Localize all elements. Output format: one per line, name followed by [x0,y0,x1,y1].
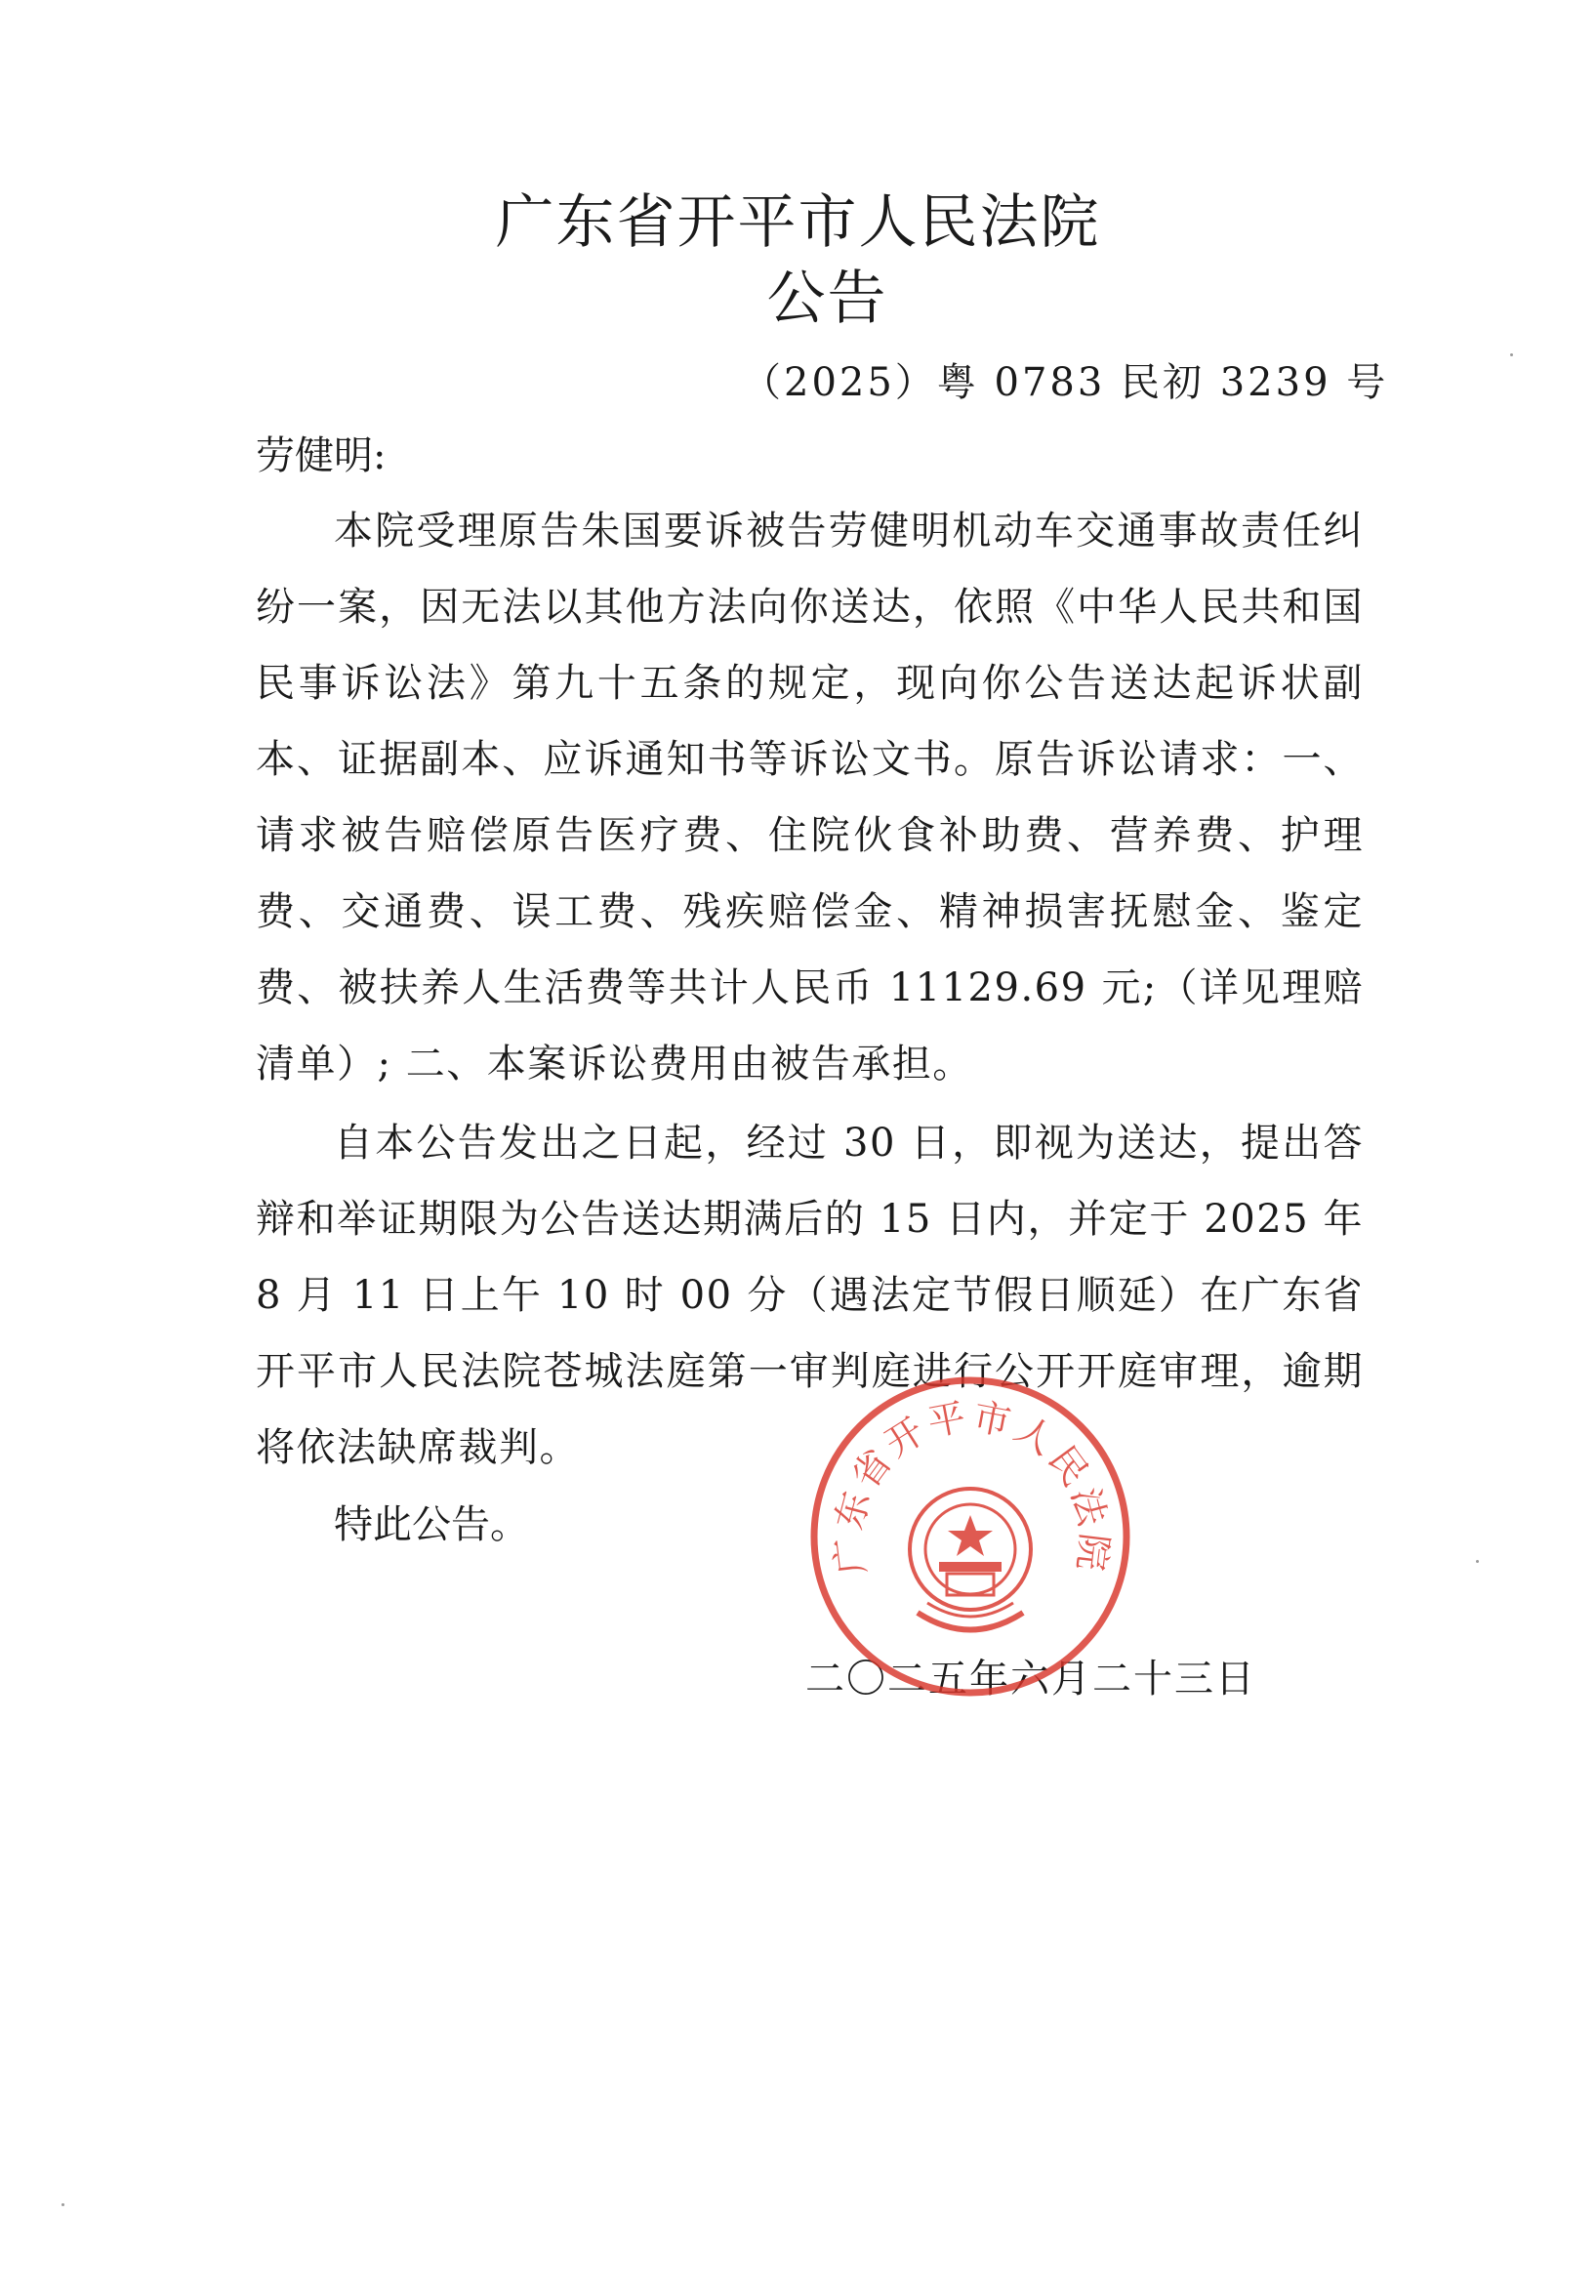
scan-speck [1476,1560,1479,1563]
addressee: 劳健明: [256,433,387,478]
notice-paragraph-2: 自本公告发出之日起，经过 30 日，即视为送达，提出答辩和举证期限为公告送达期满后的 15 日内，并定于 2025 年 8 月 11 日上午 10 时 00 分（遇法定节假日顺延）在广东省开平市人民法院苍城法庭第一审判庭进行公开开庭审理，逾期将依法缺席裁判。 [256,1121,1364,1470]
closing-statement: 特此公告。 [334,1502,529,1547]
case-number: （2025）粤 0783 民初 3239 号 [742,360,1389,405]
issue-date: 二〇二五年六月二十三日 [805,1657,1256,1702]
document-type-title: 公告 [766,265,888,333]
scan-speck [1510,353,1513,356]
notice-paragraph-1: 本院受理原告朱国要诉被告劳健明机动车交通事故责任纠纷一案，因无法以其他方法向你送达，依照《中华人民共和国民事诉讼法》第九十五条的规定，现向你公告送达起诉状副本、证据副本、应诉通知书等诉讼文书。原告诉讼请求：一、请求被告赔偿原告医疗费、住院伙食补助费、营养费、护理费、交通费、误工费、残疾赔偿金、精神损害抚慰金、鉴定费、被扶养人生活费等共计人民币 11129.69 元;（详见理赔清单）; 二、本案诉讼费用由被告承担。 [256,509,1364,1086]
scan-speck [61,2203,64,2206]
national-emblem-icon [910,1489,1031,1630]
court-name-title: 广东省开平市人民法院 [495,188,1101,257]
seal-arc-text: 广东省开平市人民法院 [826,1394,1117,1578]
